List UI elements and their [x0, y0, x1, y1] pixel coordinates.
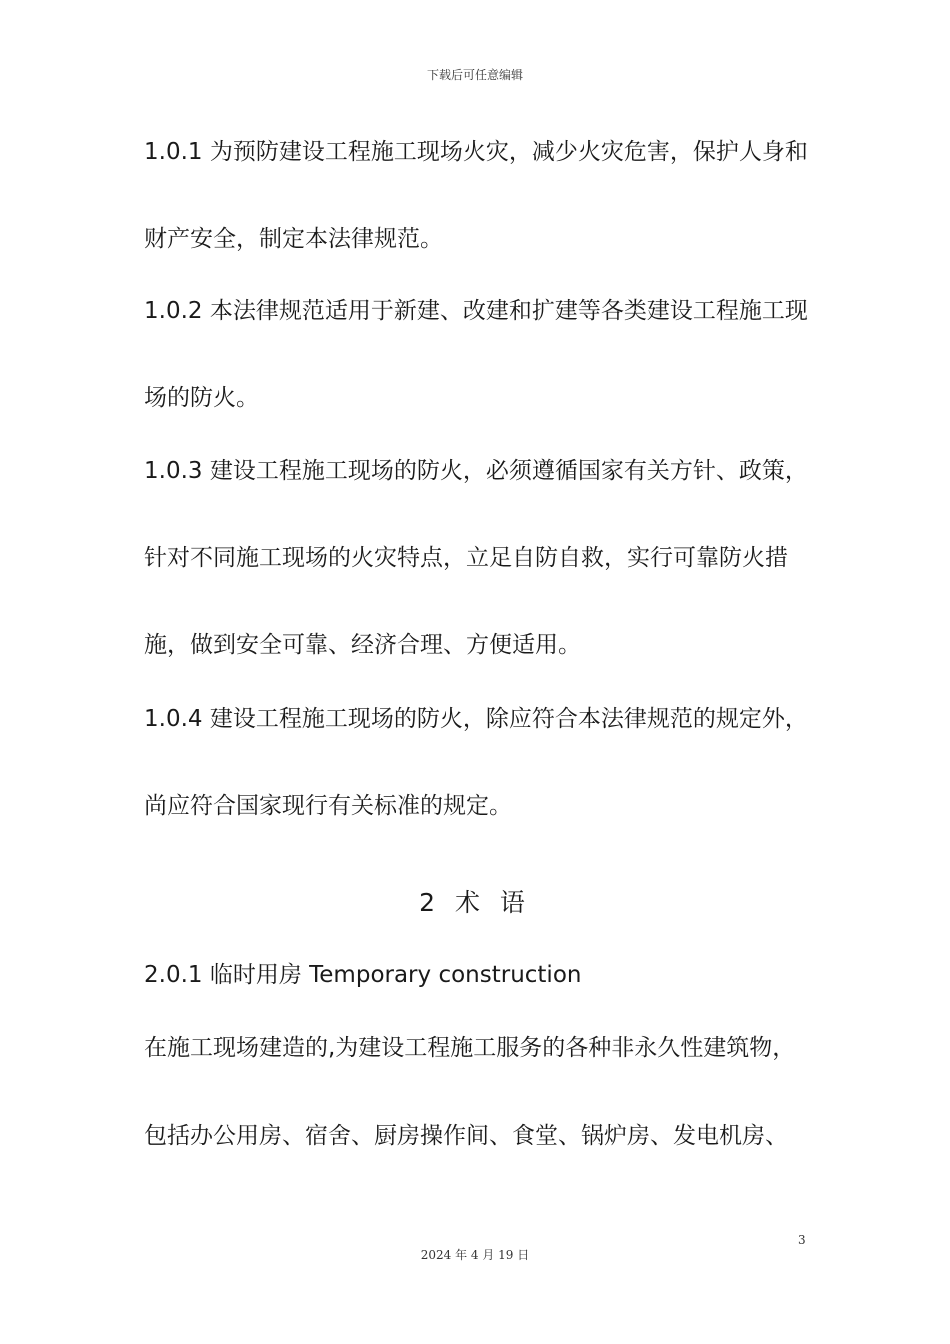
paragraph-line: 在施工现场建造的,为建设工程施工服务的各种非永久性建筑物，: [144, 1035, 796, 1061]
paragraph-line: 1.0.1 为预防建设工程施工现场火灾，减少火灾危害，保护人身和: [144, 139, 808, 165]
page-header: 下载后可任意编辑: [426, 68, 523, 82]
paragraph-line: 包括办公用房、宿舍、厨房操作间、食堂、锅炉房、发电机房、: [144, 1123, 788, 1149]
paragraph-line: 场的防火。: [144, 385, 259, 411]
paragraph-line: 1.0.3 建设工程施工现场的防火，必须遵循国家有关方针、政策，: [144, 458, 808, 484]
paragraph-line: 1.0.2 本法律规范适用于新建、改建和扩建等各类建设工程施工现: [144, 298, 808, 324]
section-title: 2 术 语: [419, 888, 531, 917]
paragraph-line: 施，做到安全可靠、经济合理、方便适用。: [144, 632, 581, 658]
term-heading: 2.0.1 临时用房 Temporary construction: [144, 962, 582, 988]
paragraph-line: 针对不同施工现场的火灾特点，立足自防自救，实行可靠防火措: [144, 545, 788, 571]
footer-date: 2024 年 4 月 19 日: [420, 1248, 530, 1262]
paragraph-line: 尚应符合国家现行有关标准的规定。: [144, 793, 512, 819]
paragraph-line: 财产安全，制定本法律规范。: [144, 226, 443, 252]
page-number: 3: [798, 1233, 806, 1247]
paragraph-line: 1.0.4 建设工程施工现场的防火，除应符合本法律规范的规定外，: [144, 706, 808, 732]
